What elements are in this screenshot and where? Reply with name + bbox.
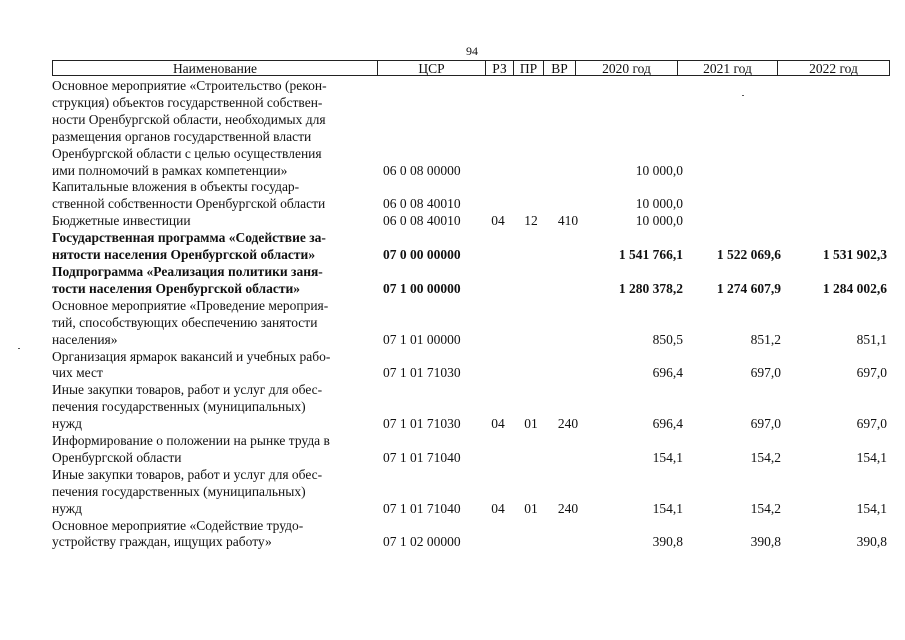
row-name: Иные закупки товаров, работ и услуг для обес- печения государственных (муниципальных) нужд xyxy=(52,382,323,432)
row-2020: 10 000,0 xyxy=(635,196,683,212)
row-vr: 410 xyxy=(557,213,579,229)
row-2020: 10 000,0 xyxy=(635,213,683,229)
row-name: Основное мероприятие «Проведение мероприя- тий, способствующих обеспечению занятости населения» xyxy=(52,297,329,347)
row-2020: 1 280 378,2 xyxy=(618,280,683,296)
row-2021: 697,0 xyxy=(750,365,781,381)
row-2022: 154,1 xyxy=(856,449,887,465)
row-rz: 04 xyxy=(491,500,505,516)
row-csr: 07 1 01 71040 xyxy=(383,500,461,516)
table-header xyxy=(52,60,890,76)
row-2021: 697,0 xyxy=(750,416,781,432)
row-vr: 240 xyxy=(557,416,579,432)
row-2022: 1 531 902,3 xyxy=(822,247,887,263)
row-2020: 154,1 xyxy=(652,500,683,516)
header-csr: ЦСР xyxy=(378,61,486,75)
table-row xyxy=(52,78,890,179)
row-2022: 1 284 002,6 xyxy=(822,280,887,296)
row-name: Основное мероприятие «Строительство (рекон- струкция) объектов государственной собствен- ности Оренбургской области, необходимых для размещения органов государственной власти Оренбургской области с целью осуществления ими полномочий в рамках компетенции» xyxy=(52,78,327,178)
row-csr: 07 1 00 00000 xyxy=(383,280,461,296)
row-csr: 06 0 08 00000 xyxy=(383,162,461,178)
row-name: Бюджетные инвестиции xyxy=(52,213,191,229)
row-2021: 154,2 xyxy=(750,449,781,465)
page-number: 94 xyxy=(466,44,478,58)
header-rz: РЗ xyxy=(486,61,514,75)
row-2020: 1 541 766,1 xyxy=(618,247,683,263)
table-body xyxy=(52,78,890,551)
table-row xyxy=(52,213,890,230)
header-2021: 2021 год xyxy=(678,61,778,75)
row-rz: 04 xyxy=(491,213,505,229)
table-row xyxy=(52,433,890,467)
row-name: Информирование о положении на рынке труда в Оренбургской области xyxy=(52,433,330,465)
row-name: Подпрограмма «Реализация политики заня- тости населения Оренбургской области» xyxy=(52,263,323,296)
table-row xyxy=(52,298,890,349)
row-csr: 07 1 01 71040 xyxy=(383,449,461,465)
header-vr: ВР xyxy=(544,61,576,75)
row-name: Капитальные вложения в объекты государ- ственной собственности Оренбургской области xyxy=(52,179,326,212)
row-rz: 04 xyxy=(491,416,505,432)
row-name: Организация ярмарок вакансий и учебных рабо- чих мест xyxy=(52,348,331,381)
row-2022: 697,0 xyxy=(856,365,887,381)
row-2020: 10 000,0 xyxy=(635,162,683,178)
table-row xyxy=(52,230,890,264)
row-2020: 850,5 xyxy=(652,331,683,347)
row-csr: 07 0 00 00000 xyxy=(383,247,461,263)
table-row xyxy=(52,349,890,383)
row-csr: 07 1 01 71030 xyxy=(383,365,461,381)
row-2022: 154,1 xyxy=(856,500,887,516)
row-2021: 390,8 xyxy=(750,534,781,550)
row-pr: 01 xyxy=(524,416,538,432)
header-2022: 2022 год xyxy=(809,61,858,76)
row-csr: 06 0 08 40010 xyxy=(383,196,461,212)
table-row xyxy=(52,382,890,433)
row-2021: 1 522 069,6 xyxy=(716,247,781,263)
row-name: Основное мероприятие «Содействие трудо- устройству граждан, ищущих работу» xyxy=(52,517,304,550)
scan-speck xyxy=(18,348,20,349)
table-row xyxy=(52,264,890,298)
row-2022: 697,0 xyxy=(856,416,887,432)
row-pr: 01 xyxy=(524,500,538,516)
row-csr: 07 1 02 00000 xyxy=(383,534,461,550)
row-vr: 240 xyxy=(557,500,579,516)
header-pr: ПР xyxy=(514,61,544,75)
header-name: Наименование xyxy=(53,61,378,75)
row-csr: 06 0 08 40010 xyxy=(383,213,461,229)
row-2020: 696,4 xyxy=(652,416,683,432)
row-csr: 07 1 01 71030 xyxy=(383,416,461,432)
scan-speck xyxy=(742,95,744,96)
row-name: Иные закупки товаров, работ и услуг для обес- печения государственных (муниципальных) нужд xyxy=(52,466,323,516)
header-2020: 2020 год xyxy=(576,61,678,75)
table-row xyxy=(52,179,890,213)
table-row xyxy=(52,467,890,518)
row-2021: 154,2 xyxy=(750,500,781,516)
row-2022: 851,1 xyxy=(856,331,887,347)
row-2021: 1 274 607,9 xyxy=(716,280,781,296)
row-csr: 07 1 01 00000 xyxy=(383,331,461,347)
table-row xyxy=(52,518,890,552)
row-2021: 851,2 xyxy=(750,331,781,347)
row-2022: 390,8 xyxy=(856,534,887,550)
row-pr: 12 xyxy=(524,213,538,229)
row-2020: 390,8 xyxy=(652,534,683,550)
row-2020: 696,4 xyxy=(652,365,683,381)
row-2020: 154,1 xyxy=(652,449,683,465)
row-name: Государственная программа «Содействие за- нятости населения Оренбургской области» xyxy=(52,230,326,263)
